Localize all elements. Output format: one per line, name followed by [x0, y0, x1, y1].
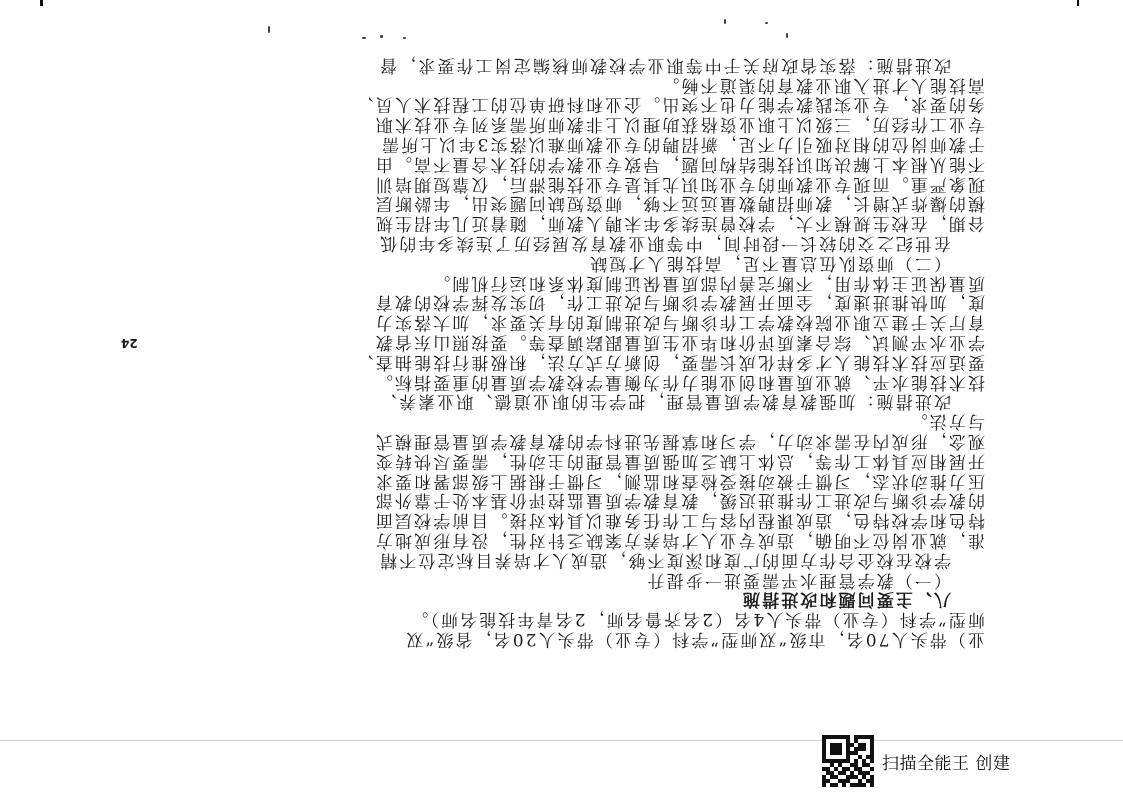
text-line: 质量保证主体作用，不断完善内部质量保证制度体系和运行机制。: [431, 272, 985, 293]
text-line: 不能从根本上解决知识技能结构问题，导致专业教学的技术含量不高。由: [373, 153, 985, 174]
text-line: 育厅关于建立职业院校教学工作诊断与改进制度的有关要求，加大落实力: [373, 312, 985, 333]
scan-speck: [362, 37, 366, 39]
text-line: 高技能人才进入职业教育的渠道不畅。: [660, 74, 985, 95]
text-line: 技术技能水平、就业质量和创业能力作为衡量学校教学质量的重要指标。: [373, 371, 985, 392]
text-line: 专业工作经历，三级以上职业资格获助理以上非教师所需系列专业技术职: [373, 114, 985, 135]
scan-speck: [380, 35, 383, 38]
text-line: 现象严重。而现专业教师的专业知识尤其是专业技能滞后，仅靠短期培训: [373, 173, 985, 194]
text-line: 的教学诊断与改进工作推进迟缓，教育教学质量监控评价基本处于靠外部: [373, 490, 985, 511]
scan-speck: [786, 33, 788, 38]
text-line: 于教师岗位的相对吸引力不足，新招聘的专业教师难以落实3年以上所需: [379, 134, 985, 154]
text-line: 准，就业岗位不明确，造成专业人才培养方案缺乏针对性，没有形成地方: [373, 530, 985, 550]
scanner-watermark: [822, 733, 1010, 789]
text-line: 度，加快推进速度，全面开展教学诊断与改进工作，切实发挥学校的教育: [373, 292, 985, 313]
text-line: 与方法。: [908, 411, 985, 432]
text-line: 特色和学校特色，造成课程内容与工作任务难以具体对接。目前学校层面: [373, 510, 985, 531]
subsection-heading: （一）教学管理水平需要进一步提升: [645, 569, 951, 590]
scan-corner-mark: [1077, 0, 1079, 6]
scan-speck: [268, 26, 270, 33]
watermark-text: 扫描全能王 创建: [882, 753, 1011, 774]
text-line: 开展相应具体工作等，总体上缺乏加强质量管理的主动性，需要尽快转变: [373, 450, 985, 471]
text-line: 学业水平测试、综合素质评价和毕业生质量跟踪调查等。要按照山东省教: [373, 332, 985, 352]
text-line: 要适应技术技能人才多样化成长需要，创新方式方法，积极推行技能抽查、: [354, 351, 985, 372]
page-number: 24: [121, 336, 138, 350]
text-line: 压力推动状态，习惯于被动接受检查和监测，习惯于根据上级部署和要求: [373, 470, 985, 491]
text-line: 观念，形成内在需求动力，学习和掌握先进科学的教育教学质量管理模式: [373, 431, 985, 451]
section-heading: 八、主要问题和改进措施: [740, 589, 951, 610]
subsection-heading: （二）师资队伍总量不足，高技能人才短缺: [588, 252, 951, 273]
text-line: 改进措施：加强教育教学质量管理，把学生的职业道德、职业素养、: [378, 391, 951, 412]
text-line: 学校在校企合作方面的广度和深度不够，造成人才培养目标定位不精: [378, 549, 951, 570]
text-line: 务的要求，专业实践教学能力也不突出。企业和科研单位的工程技术人员、: [354, 94, 985, 115]
text-line: 在世纪之交的较长一段时间，中等职业教育发展经历了连续多年的低: [378, 233, 951, 253]
document-body: [121, 50, 985, 650]
scan-speck: [724, 19, 726, 24]
text-line: 改进措施：落实省政府关于中等职业学校教师核编定岗工作要求，督: [378, 54, 951, 75]
document-text: [121, 50, 985, 650]
text-line: 师型”学科（专业）带头人4名（2名齐鲁名师，2名青年技能名师）。: [409, 609, 985, 630]
scan-speck: [403, 37, 406, 39]
text-line: 业）带头人70名，市级“双师型”学科（专业）带头人20名，省级“双: [404, 629, 985, 649]
text-line: 谷期，在校生规模不大，学校曾连续多年未聘人教师，随着近几年招生规: [373, 213, 985, 234]
scan-speck: [765, 22, 768, 24]
scan-corner-mark: [40, 0, 43, 6]
qr-code-icon: [822, 735, 874, 787]
text-line: 模的爆炸式增长，教师招聘数量远远不够，师资短缺问题突出，年龄断层: [373, 193, 985, 214]
